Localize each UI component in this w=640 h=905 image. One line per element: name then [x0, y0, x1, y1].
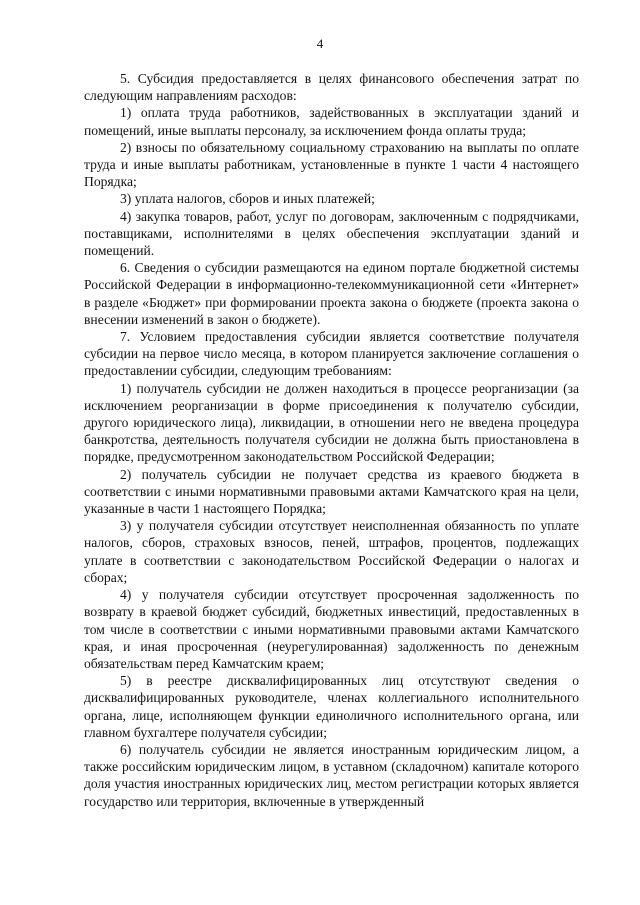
paragraph-5-item-3: 3) уплата налогов, сборов и иных платежей; — [120, 191, 375, 207]
paragraph-5-item-2: 2) взносы по обязательному социальному страхованию на выплаты по оплате труда и иные выплаты работникам, установленные в пункте 1 части 4 настоящего Порядка; — [84, 139, 579, 190]
paragraph-7-item-3: 3) у получателя субсидии отсутствует неисполненная обязанность по уплате налогов, сборов, страховых взносов, пеней, штрафов, процентов, подлежащих уплате в соответствии с законодательством Российской Федерации о налогах и сборах; — [84, 518, 579, 585]
document-body — [84, 70, 579, 810]
paragraph-7-item-2: 2) получатель субсидии не получает средства из краевого бюджета в соответствии с иными нормативными правовыми актами Камчатского края на цели, указанные в части 1 настоящего Порядка; — [84, 466, 579, 517]
page-number: 4 — [316, 36, 324, 51]
paragraph-7-item-4: 4) у получателя субсидии отсутствует просроченная задолженность по возврату в краевой бюджет субсидий, бюджетных инвестиций, предоставленных в том числе в соответствии с иными нормативными правовыми актами Камчатского края, и иная просроченная (неурегулированная) задолженность по денежным обязательствам перед Камчатским краем; — [84, 587, 579, 671]
paragraph-5-item-4: 4) закупка товаров, работ, услуг по договорам, заключенным с подрядчиками, поставщиками, исполнителями в целях обеспечения эксплуатации зданий и помещений. — [84, 208, 579, 259]
paragraph-5-item-1: 1) оплата труда работников, задействованных в эксплуатации зданий и помещений, иные выплаты персоналу, за исключением фонда оплаты труда; — [84, 105, 579, 138]
paragraph-7-item-6: 6) получатель субсидии не является иностранным юридическим лицом, а также российским юридическим лицом, в уставном (складочном) капитале которого доля участия иностранных юридических лиц, местом регистрации которых является государство или территория, включенные в утвержденный — [84, 741, 579, 809]
paragraph-5: 5. Субсидия предоставляется в целях финансового обеспечения затрат по следующим направлениям расходов: — [84, 71, 579, 104]
paragraph-7-item-1: 1) получатель субсидии не должен находиться в процессе реорганизации (за исключением реорганизации в форме присоединения к получателю субсидии, другого юридического лица), ликвидации, в отношении него не введена процедура банкротства, деятельность получателя субсидии не должна быть приостановлена в порядке, предусмотренном законодательством Российской Федерации; — [84, 380, 579, 465]
paragraph-7-item-5: 5) в реестре дисквалифицированных лиц отсутствуют сведения о дисквалифицированных руководителе, членах коллегиального исполнительного органа, лице, исполняющем функции единоличного исполнительного органа, или главном бухгалтере получателя субсидии; — [84, 673, 579, 740]
paragraph-6: 6. Сведения о субсидии размещаются на едином портале бюджетной системы Российской Федерации в информационно-телекоммуникационной сети «Интернет» в разделе «Бюджет» при формировании проекта закона о бюджете (проекта закона о внесении изменений в закон о бюджете). — [84, 260, 579, 327]
paragraph-7: 7. Условием предоставления субсидии является соответствие получателя субсидии на первое число месяца, в котором планируется заключение соглашения о предоставлении субсидии, следующим требованиям: — [84, 329, 579, 379]
